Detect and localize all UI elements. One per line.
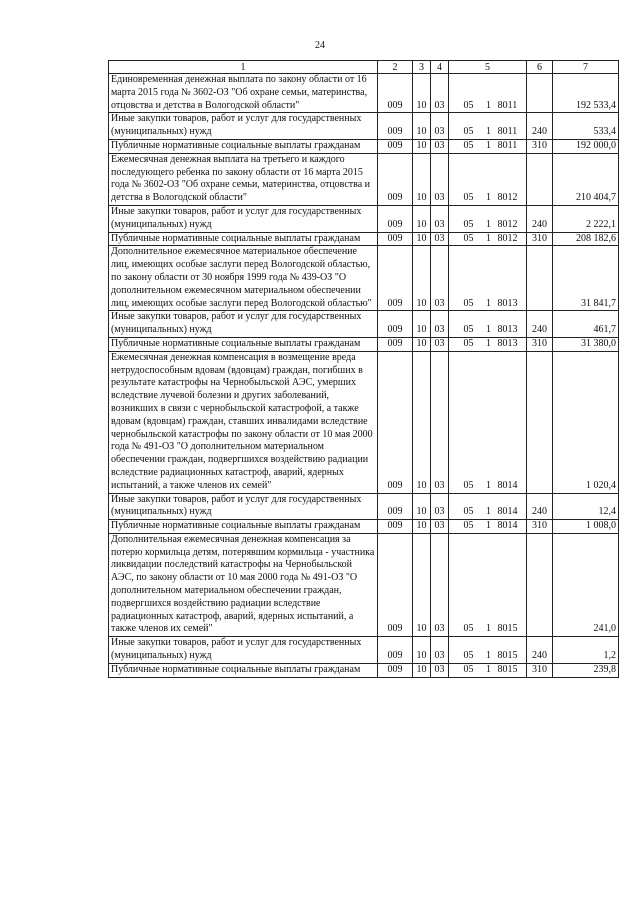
row-description: Иные закупки товаров, работ и услуг для государственных (муниципальных) нужд	[109, 493, 378, 520]
row-ministry-code: 009	[378, 493, 413, 520]
target-article-part: 05	[463, 479, 474, 491]
row-target-article	[449, 311, 527, 338]
target-article-part: 8011	[497, 126, 518, 138]
target-article-part: 05	[463, 297, 474, 309]
row-target-article	[449, 351, 527, 493]
row-description: Дополнительное ежемесячное материальное обеспечение лиц, имеющих особые заслуги перед Вологодской областью, по закону области от 30 ноября 1999 года № 439-ОЗ "О дополнительном ежемесячном материальном обеспечении лиц, имеющих особые заслуги перед Вологодской областью"	[109, 246, 378, 311]
target-article-part: 05	[463, 99, 474, 111]
table-row	[109, 232, 619, 246]
row-amount: 239,8	[553, 663, 619, 677]
target-article-part: 1	[486, 650, 491, 662]
row-ministry-code: 009	[378, 351, 413, 493]
row-section-code: 10	[413, 351, 431, 493]
target-article-part: 1	[486, 324, 491, 336]
target-article-part: 8011	[497, 99, 518, 111]
row-ministry-code: 009	[378, 637, 413, 664]
row-amount: 12,4	[553, 493, 619, 520]
target-article-part: 8013	[497, 324, 518, 336]
row-expense-type: 240	[527, 637, 553, 664]
row-section-code: 10	[413, 533, 431, 636]
row-expense-type: 310	[527, 663, 553, 677]
row-description: Иные закупки товаров, работ и услуг для государственных (муниципальных) нужд	[109, 311, 378, 338]
row-target-article	[449, 232, 527, 246]
target-article-part: 1	[486, 479, 491, 491]
target-article-part: 8012	[497, 192, 518, 204]
target-article-part: 1	[486, 192, 491, 204]
row-subsection-code: 03	[431, 232, 449, 246]
row-amount: 1 020,4	[553, 351, 619, 493]
row-subsection-code: 03	[431, 520, 449, 534]
row-description: Единовременная денежная выплата по закону области от 16 марта 2015 года № 3602-ОЗ "Об охране семьи, материнства, отцовства и детства в Вологодской области"	[109, 74, 378, 113]
row-description: Иные закупки товаров, работ и услуг для государственных (муниципальных) нужд	[109, 205, 378, 232]
target-article-part: 1	[486, 99, 491, 111]
table-row	[109, 351, 619, 493]
target-article-part: 05	[463, 192, 474, 204]
target-article-part: 1	[486, 139, 491, 151]
row-expense-type: 240	[527, 493, 553, 520]
row-target-article	[449, 520, 527, 534]
row-ministry-code: 009	[378, 337, 413, 351]
table-row	[109, 113, 619, 140]
table-row	[109, 637, 619, 664]
target-article-part: 05	[463, 337, 474, 349]
target-article-part: 8012	[497, 232, 518, 244]
row-description: Публичные нормативные социальные выплаты гражданам	[109, 232, 378, 246]
row-target-article	[449, 337, 527, 351]
row-section-code: 10	[413, 113, 431, 140]
row-amount: 241,0	[553, 533, 619, 636]
budget-table	[108, 60, 619, 678]
row-description: Ежемесячная денежная компенсация в возмещение вреда нетрудоспособным вдовам (вдовцам) граждан, погибших в результате катастрофы на Чернобыльской АЭС, умерших вследствие лучевой болезни и других заболеваний, возникших в связи с чернобыльской катастрофой, а также вдовам (вдовцам) граждан, ставших инвалидами вследствие чернобыльской катастрофы по закону области от 10 мая 2000 года № 491-ОЗ "О дополнительном материальном обеспечении граждан, подвергшихся воздействию радиации вследствие радиационных катастроф, аварий, ядерных испытаний, а также членов их семей"	[109, 351, 378, 493]
target-article-part: 05	[463, 324, 474, 336]
row-ministry-code: 009	[378, 520, 413, 534]
row-section-code: 10	[413, 311, 431, 338]
row-target-article	[449, 205, 527, 232]
row-expense-type: 240	[527, 113, 553, 140]
target-article-part: 8013	[497, 297, 518, 309]
row-subsection-code: 03	[431, 663, 449, 677]
row-ministry-code: 009	[378, 113, 413, 140]
header-cell: 7	[553, 61, 619, 74]
target-article-part: 05	[463, 232, 474, 244]
row-section-code: 10	[413, 637, 431, 664]
row-description: Публичные нормативные социальные выплаты гражданам	[109, 520, 378, 534]
row-amount: 192 533,4	[553, 74, 619, 113]
row-subsection-code: 03	[431, 246, 449, 311]
table-row	[109, 311, 619, 338]
target-article-part: 05	[463, 663, 474, 675]
row-ministry-code: 009	[378, 74, 413, 113]
row-expense-type: 310	[527, 337, 553, 351]
target-article-part: 1	[486, 506, 491, 518]
row-amount: 210 404,7	[553, 153, 619, 205]
row-ministry-code: 009	[378, 311, 413, 338]
header-cell: 5	[449, 61, 527, 74]
row-expense-type: 310	[527, 520, 553, 534]
table-row	[109, 246, 619, 311]
row-expense-type: 310	[527, 139, 553, 153]
row-target-article	[449, 153, 527, 205]
row-subsection-code: 03	[431, 139, 449, 153]
row-ministry-code: 009	[378, 246, 413, 311]
table-row	[109, 533, 619, 636]
table-row	[109, 663, 619, 677]
row-description: Ежемесячная денежная выплата на третьего и каждого последующего ребенка по закону области от 16 марта 2015 года № 3602-ОЗ "Об охране семьи, материнства, отцовства и детства в Вологодской области"	[109, 153, 378, 205]
row-target-article	[449, 533, 527, 636]
target-article-part: 05	[463, 126, 474, 138]
target-article-part: 05	[463, 218, 474, 230]
row-section-code: 10	[413, 153, 431, 205]
row-section-code: 10	[413, 246, 431, 311]
row-expense-type	[527, 153, 553, 205]
target-article-part: 1	[486, 232, 491, 244]
header-cell: 1	[109, 61, 378, 74]
table-row	[109, 205, 619, 232]
row-subsection-code: 03	[431, 205, 449, 232]
row-amount: 1,2	[553, 637, 619, 664]
target-article-part: 05	[463, 506, 474, 518]
row-amount: 533,4	[553, 113, 619, 140]
target-article-part: 1	[486, 337, 491, 349]
header-row	[109, 61, 619, 74]
row-section-code: 10	[413, 520, 431, 534]
row-target-article	[449, 246, 527, 311]
row-section-code: 10	[413, 493, 431, 520]
target-article-part: 8013	[497, 337, 518, 349]
row-amount: 31 380,0	[553, 337, 619, 351]
row-subsection-code: 03	[431, 337, 449, 351]
row-amount: 208 182,6	[553, 232, 619, 246]
row-target-article	[449, 113, 527, 140]
target-article-part: 8014	[497, 520, 518, 532]
row-amount: 2 222,1	[553, 205, 619, 232]
table-row	[109, 493, 619, 520]
page-number: 24	[315, 40, 325, 51]
target-article-part: 05	[463, 520, 474, 532]
row-ministry-code: 009	[378, 153, 413, 205]
row-expense-type: 240	[527, 205, 553, 232]
target-article-part: 1	[486, 520, 491, 532]
row-expense-type	[527, 351, 553, 493]
target-article-part: 1	[486, 126, 491, 138]
target-article-part: 8011	[497, 139, 518, 151]
target-article-part: 05	[463, 623, 474, 635]
header-cell: 6	[527, 61, 553, 74]
target-article-part: 05	[463, 650, 474, 662]
row-expense-type: 240	[527, 311, 553, 338]
header-cell: 2	[378, 61, 413, 74]
row-target-article	[449, 637, 527, 664]
row-amount: 1 008,0	[553, 520, 619, 534]
row-section-code: 10	[413, 139, 431, 153]
target-article-part: 8014	[497, 479, 518, 491]
table-row	[109, 139, 619, 153]
target-article-part: 8015	[497, 663, 518, 675]
target-article-part: 1	[486, 297, 491, 309]
row-description: Публичные нормативные социальные выплаты гражданам	[109, 337, 378, 351]
target-article-part: 1	[486, 663, 491, 675]
target-article-part: 8015	[497, 623, 518, 635]
row-target-article	[449, 493, 527, 520]
target-article-part: 8014	[497, 506, 518, 518]
row-expense-type	[527, 246, 553, 311]
row-section-code: 10	[413, 663, 431, 677]
row-amount: 461,7	[553, 311, 619, 338]
header-cell: 4	[431, 61, 449, 74]
target-article-part: 8015	[497, 650, 518, 662]
row-description: Публичные нормативные социальные выплаты гражданам	[109, 139, 378, 153]
row-subsection-code: 03	[431, 533, 449, 636]
table-row	[109, 74, 619, 113]
target-article-part: 8012	[497, 218, 518, 230]
row-description: Публичные нормативные социальные выплаты гражданам	[109, 663, 378, 677]
row-description: Иные закупки товаров, работ и услуг для государственных (муниципальных) нужд	[109, 637, 378, 664]
row-ministry-code: 009	[378, 205, 413, 232]
row-description: Дополнительная ежемесячная денежная компенсация за потерю кормильца детям, потерявшим кормильца - участника ликвидации последствий катастрофы на Чернобыльской АЭС, по закону области от 10 мая 2000 года № 491-ОЗ "О дополнительном материальном обеспечении граждан, подвергшихся воздействию радиации вследствие радиационных катастроф, аварий, ядерных испытаний, а также членов их семей"	[109, 533, 378, 636]
row-amount: 31 841,7	[553, 246, 619, 311]
row-ministry-code: 009	[378, 139, 413, 153]
row-section-code: 10	[413, 205, 431, 232]
row-subsection-code: 03	[431, 311, 449, 338]
row-section-code: 10	[413, 74, 431, 113]
row-ministry-code: 009	[378, 533, 413, 636]
row-expense-type	[527, 74, 553, 113]
row-ministry-code: 009	[378, 232, 413, 246]
table-row	[109, 520, 619, 534]
row-target-article	[449, 139, 527, 153]
row-subsection-code: 03	[431, 351, 449, 493]
row-target-article	[449, 663, 527, 677]
table-row	[109, 337, 619, 351]
row-description: Иные закупки товаров, работ и услуг для государственных (муниципальных) нужд	[109, 113, 378, 140]
row-subsection-code: 03	[431, 153, 449, 205]
row-amount: 192 000,0	[553, 139, 619, 153]
row-subsection-code: 03	[431, 113, 449, 140]
target-article-part: 1	[486, 218, 491, 230]
header-cell: 3	[413, 61, 431, 74]
table-row	[109, 153, 619, 205]
row-subsection-code: 03	[431, 637, 449, 664]
row-section-code: 10	[413, 232, 431, 246]
row-subsection-code: 03	[431, 493, 449, 520]
row-expense-type	[527, 533, 553, 636]
row-expense-type: 310	[527, 232, 553, 246]
target-article-part: 05	[463, 139, 474, 151]
target-article-part: 1	[486, 623, 491, 635]
row-section-code: 10	[413, 337, 431, 351]
row-target-article	[449, 74, 527, 113]
row-subsection-code: 03	[431, 74, 449, 113]
row-ministry-code: 009	[378, 663, 413, 677]
